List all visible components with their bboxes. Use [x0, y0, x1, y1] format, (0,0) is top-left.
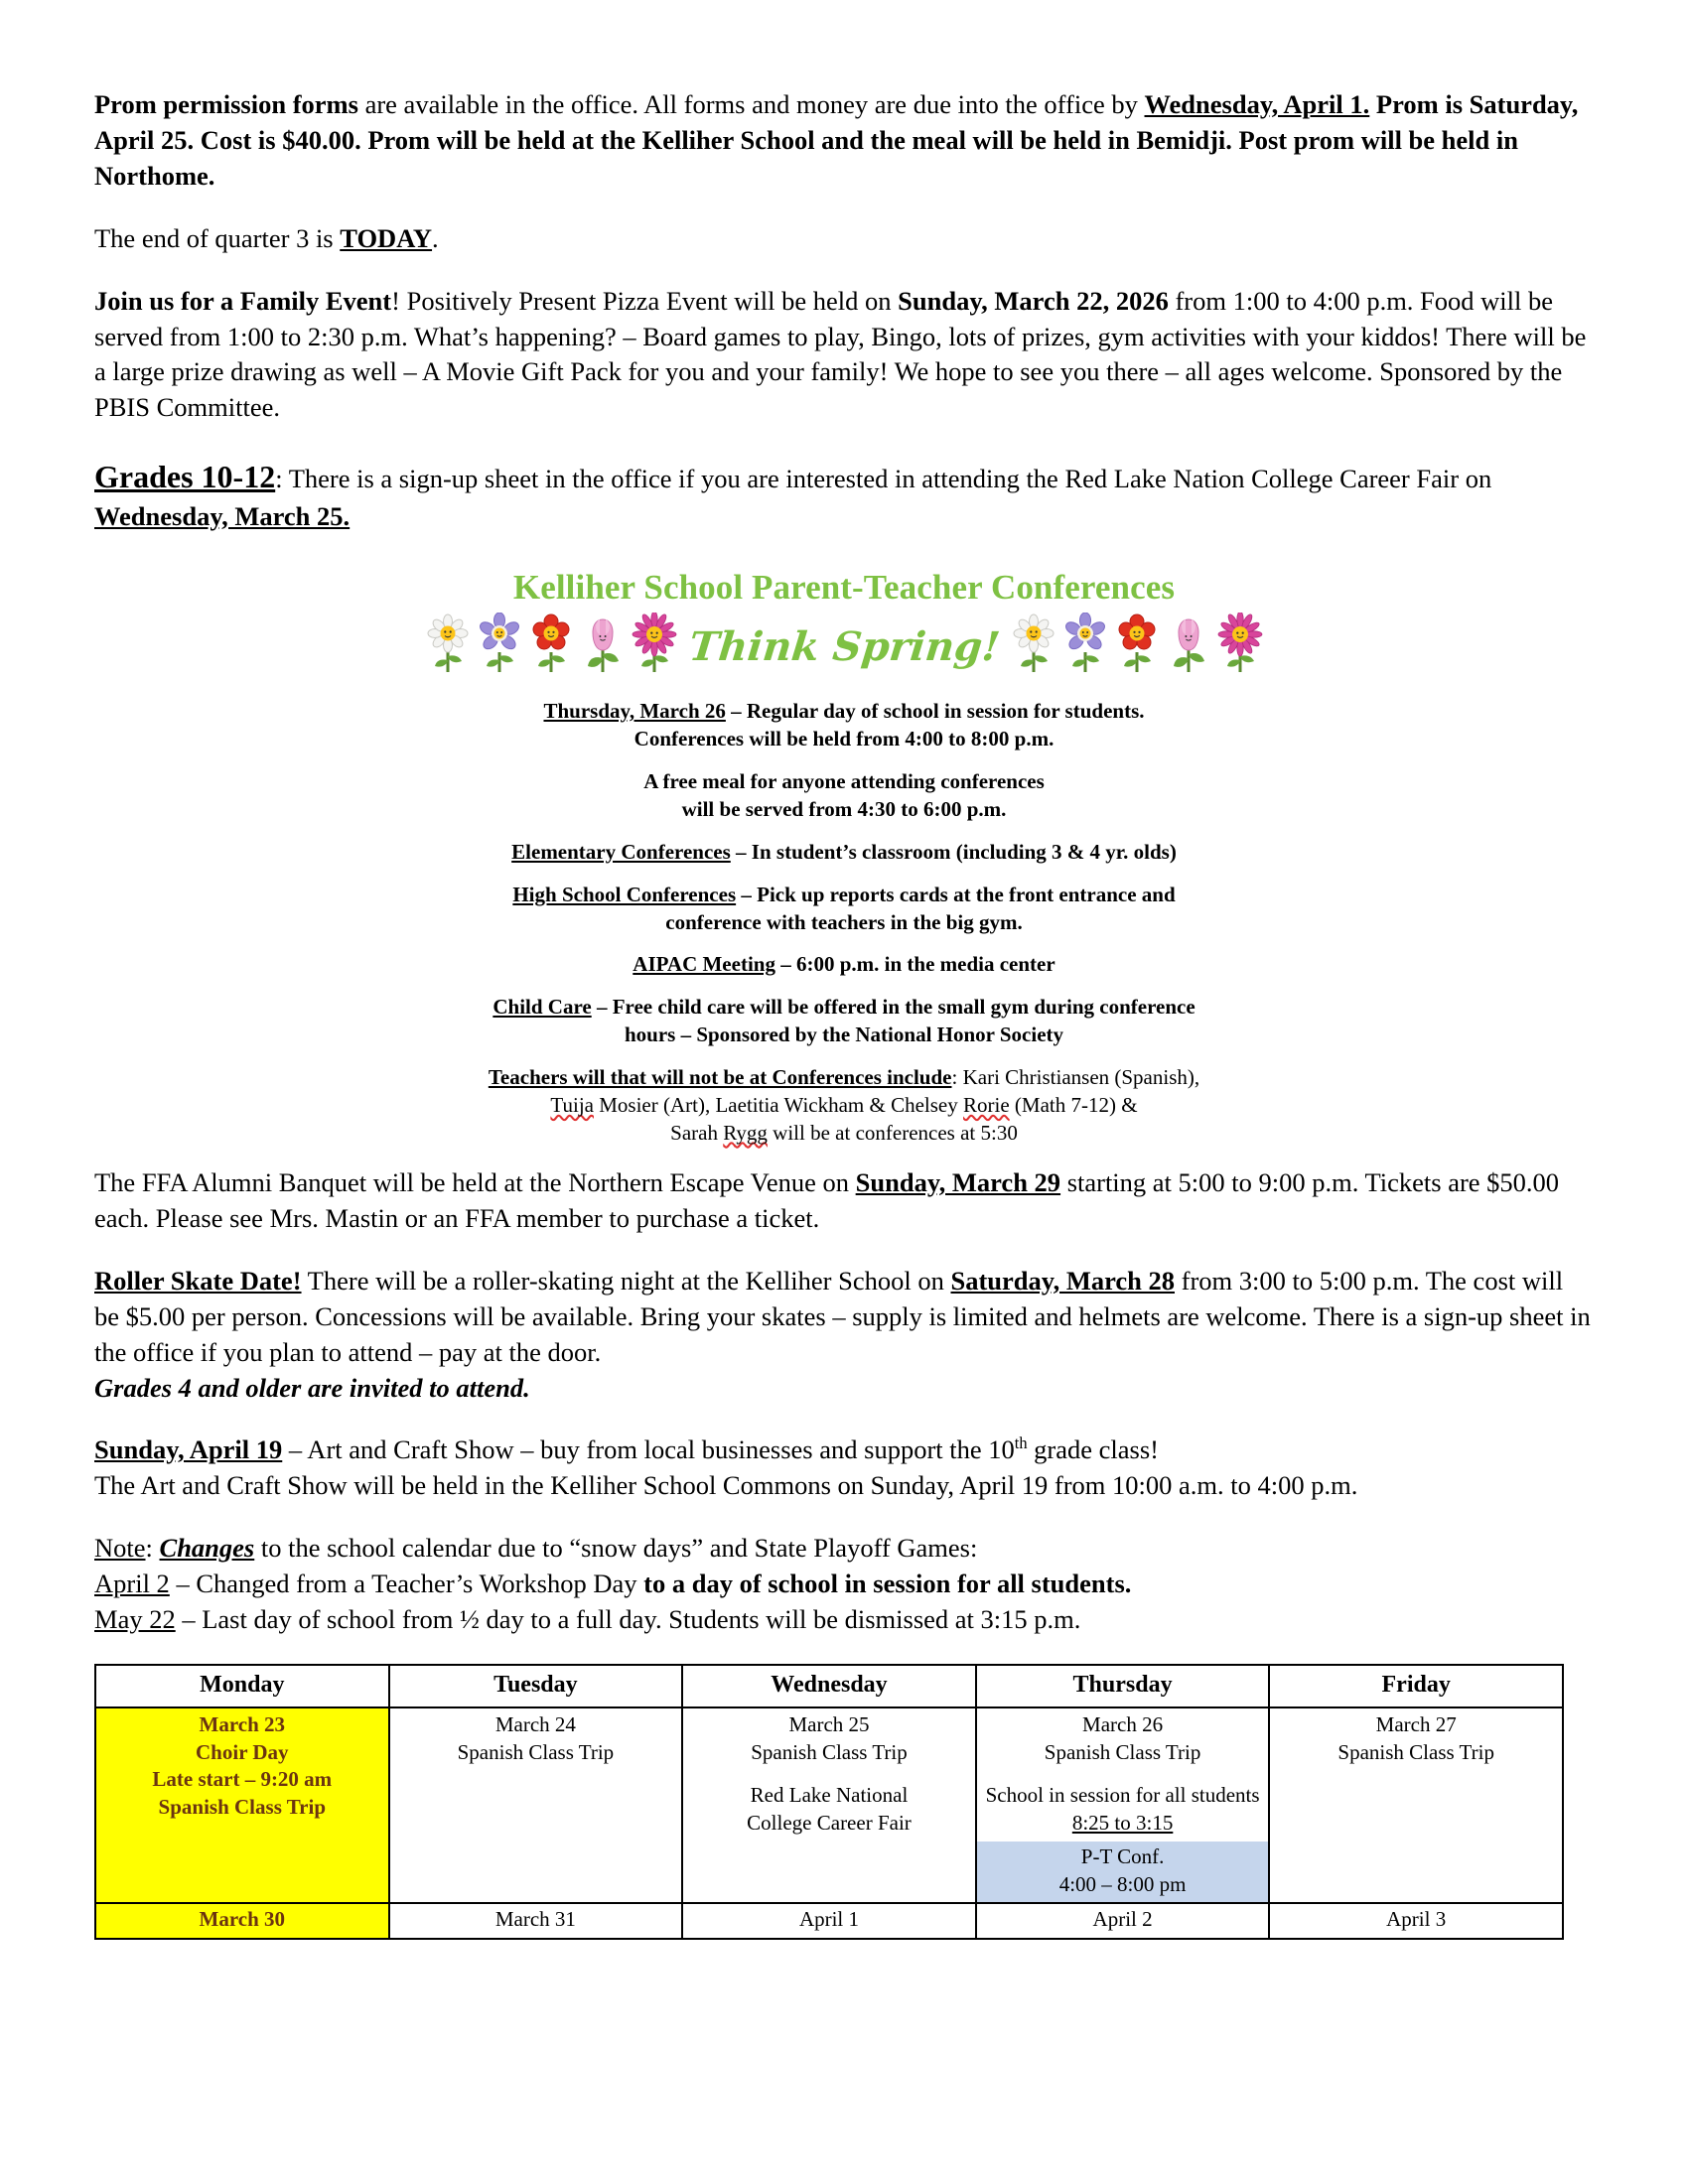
conference-line-rest: – In student’s classroom (including 3 & 4 yr. olds)	[730, 839, 1177, 864]
think-spring-script-text: Think Spring!	[686, 623, 1002, 671]
paragraph-quarter-end	[94, 221, 1594, 257]
conference-block-thursday	[94, 698, 1594, 753]
conference-line-rest: – 6:00 p.m. in the media center	[774, 952, 1055, 977]
cell-line: March 26	[1082, 1711, 1164, 1736]
tulip-pink-icon	[1166, 613, 1211, 674]
school-session-text: School in session for all students	[985, 1783, 1260, 1808]
paragraph-art-craft-details: The Art and Craft Show will be held in the Kelliher School Commons on Sunday, April 19 from 10:00 a.m. to 4:00 p.m.	[94, 1470, 1358, 1501]
grades-heading: Grades 10-12	[94, 459, 276, 495]
conference-line: hours – Sponsored by the National Honor Society	[624, 1023, 1064, 1047]
calendar-cell-tuesday-march-24	[389, 1707, 683, 1903]
conference-line: conference with teachers in the big gym.	[665, 909, 1023, 934]
paragraph-family-event	[94, 284, 1594, 427]
conference-line-underlined: High School Conferences	[512, 882, 737, 906]
grades-text-1: : There is a sign-up sheet in the office if you are interested in attending the Red Lake Nation College Career Fair on	[275, 464, 1492, 494]
spellcheck-word-tuija: Tuija	[550, 1093, 594, 1118]
cell-line: College Career Fair	[747, 1811, 912, 1836]
cell-line: Spanish Class Trip	[1337, 1739, 1494, 1764]
calendar-cell-thursday-march-26	[976, 1707, 1270, 1903]
conference-block-teachers-absent	[94, 1064, 1594, 1148]
paragraph-prom	[94, 87, 1594, 195]
conference-line: Conferences will be held from 4:00 to 8:00 p.m.	[633, 726, 1055, 751]
parent-teacher-conference-flyer	[94, 569, 1594, 1148]
conference-block-elementary	[94, 839, 1594, 867]
flyer-title: Kelliher School Parent-Teacher Conferences	[512, 567, 1176, 607]
grades-date: Wednesday, March 25.	[94, 500, 351, 531]
art-craft-superscript: th	[1014, 1433, 1028, 1453]
paragraph-art-craft-show	[94, 1433, 1594, 1468]
paragraph-note-heading	[94, 1531, 1594, 1567]
conference-block-meal	[94, 768, 1594, 824]
family-event-date: Sunday, March 22, 2026	[898, 285, 1169, 316]
table-row	[95, 1903, 1563, 1939]
spacer	[94, 1237, 1594, 1264]
conference-line: A free meal for anyone attending conferences	[643, 768, 1045, 793]
daisy-white-icon	[425, 613, 471, 674]
cell-line: 4:00 – 8:00 pm	[1058, 1871, 1187, 1896]
roller-skate-text-2: from 3:00 to 5:00 p.m. The cost will be $5.00 per person. Concessions will be available. Bring your skates – supply is limited and helmets are welcome. There is a sign-up sheet in the office if you plan to attend – pay at the door.	[94, 1265, 1591, 1367]
calendar-cell-monday-march-30: March 30	[95, 1903, 389, 1939]
conference-line	[94, 994, 1594, 1022]
teachers-absent-line-2	[94, 1092, 1594, 1120]
parent-teacher-conference-highlight	[977, 1842, 1269, 1902]
cell-line: Spanish Class Trip	[751, 1739, 908, 1764]
roller-skate-italic-note: Grades 4 and older are invited to attend.	[94, 1372, 530, 1403]
cell-line: Choir Day	[196, 1739, 289, 1764]
ffa-text-1: The FFA Alumni Banquet will be held at the Northern Escape Venue on	[94, 1167, 856, 1197]
quarter-text-before: The end of quarter 3 is	[94, 222, 341, 253]
paragraph-grades-10-12	[94, 456, 1594, 534]
daisy-white-icon	[1011, 613, 1056, 674]
family-event-text-2: from 1:00 to 4:00 p.m. Food will be served from 1:00 to 2:30 p.m. What’s happening? – Board games to play, Bingo, lots of prizes, gym activities with your kiddos! There will be a large prize drawing as well – A Movie Gift Pack for you and your family! We hope to see you there – all ages welcome. Sponsored by the PBIS Committee.	[94, 285, 1587, 423]
conference-line-underlined: Thursday, March 26	[543, 699, 726, 724]
calendar-cell-wednesday-april-1: April 1	[682, 1903, 976, 1939]
tulip-pink-icon	[580, 613, 626, 674]
conference-line: will be served from 4:30 to 6:00 p.m.	[681, 796, 1007, 821]
cell-line: Spanish Class Trip	[457, 1739, 615, 1764]
prom-due-date: Wednesday, April 1.	[1144, 89, 1370, 119]
art-craft-text-2: grade class!	[1027, 1434, 1159, 1465]
conference-line	[94, 882, 1594, 909]
table-header-row	[95, 1665, 1563, 1707]
cell-line: Red Lake National	[750, 1783, 909, 1808]
column-header-thursday: Thursday	[976, 1665, 1270, 1707]
flower-red-icon	[1114, 613, 1160, 674]
conference-line-rest: – Pick up reports cards at the front entrance and	[736, 882, 1176, 906]
prom-lead: Prom permission forms	[94, 89, 358, 119]
flower-magenta-icon	[1217, 613, 1263, 674]
conference-line-underlined: AIPAC Meeting	[633, 952, 775, 977]
cell-spacer	[687, 1766, 971, 1782]
spellcheck-word-rygg: Rygg	[723, 1121, 768, 1146]
spacer	[94, 1504, 1594, 1531]
note-april-2-text-bold: to a day of school in session for all students.	[643, 1569, 1132, 1599]
spacer	[94, 257, 1594, 284]
conference-line-rest: – Free child care will be offered in the small gym during conference	[591, 995, 1196, 1020]
art-craft-text-1: – Art and Craft Show – buy from local businesses and support the 10	[282, 1434, 1015, 1465]
cell-line: Spanish Class Trip	[1044, 1739, 1201, 1764]
flower-decoration-row	[94, 609, 1594, 674]
teachers-absent-line-3	[94, 1120, 1594, 1148]
note-may-22-text: – Last day of school from ½ day to a full day. Students will be dismissed at 3:15 p.m.	[175, 1604, 1081, 1635]
teachers-absent-heading: Teachers will that will not be at Conferences include	[488, 1065, 952, 1090]
school-calendar-table	[94, 1664, 1564, 1940]
conference-line-underlined: Child Care	[492, 995, 592, 1020]
ffa-text-2: starting at 5:00 to 9:00 p.m. Tickets are $50.00 each. Please see Mrs. Mastin or an FFA member to purchase a ticket.	[94, 1167, 1560, 1233]
conference-block-aipac	[94, 951, 1594, 979]
teachers-absent-line-1	[94, 1064, 1594, 1092]
calendar-cell-tuesday-march-31: March 31	[389, 1903, 683, 1939]
column-header-tuesday: Tuesday	[389, 1665, 683, 1707]
flower-purple-icon	[477, 613, 522, 674]
cell-line: Spanish Class Trip	[158, 1795, 327, 1820]
teachers-absent-text-4: Sarah	[670, 1121, 724, 1146]
column-header-friday: Friday	[1269, 1665, 1563, 1707]
cell-line: March 23	[199, 1711, 286, 1736]
spacer	[94, 426, 1594, 456]
flower-red-icon	[528, 613, 574, 674]
conference-block-high-school	[94, 882, 1594, 937]
school-session-hours: 8:25 to 3:15	[1071, 1811, 1174, 1836]
note-label: Note	[94, 1533, 146, 1564]
calendar-cell-wednesday-march-25	[682, 1707, 976, 1903]
note-text: to the school calendar due to “snow days” and State Playoff Games:	[254, 1533, 978, 1564]
quarter-emphasis: TODAY	[340, 222, 433, 253]
prom-text-2: Prom is Saturday, April 25. Cost is $40.00. Prom will be held at the Kelliher School and the meal will be held in Bemidji. Post prom will be held in Northome.	[94, 89, 1579, 191]
cell-line-school-session	[981, 1782, 1265, 1837]
note-may-22-date: May 22	[94, 1604, 176, 1635]
calendar-cell-thursday-april-2: April 2	[976, 1903, 1270, 1939]
cell-line: March 24	[494, 1711, 576, 1736]
table-row	[95, 1707, 1563, 1903]
conference-line	[94, 698, 1594, 726]
note-april-2-text-plain: – Changed from a Teacher’s Workshop Day	[169, 1569, 644, 1599]
prom-text-1: are available in the office. All forms and money are due into the office by	[357, 89, 1145, 119]
conference-line	[94, 951, 1594, 979]
calendar-cell-friday-april-3: April 3	[1269, 1903, 1563, 1939]
teachers-absent-text-2: Mosier (Art), Laetitia Wickham & Chelsey	[594, 1093, 964, 1118]
note-changes-emphasis: Changes	[159, 1533, 255, 1564]
teachers-absent-text-3: (Math 7-12) &	[1009, 1093, 1138, 1118]
flower-magenta-icon	[632, 613, 677, 674]
column-header-wednesday: Wednesday	[682, 1665, 976, 1707]
teachers-absent-text-1: : Kari Christiansen (Spanish),	[951, 1065, 1200, 1090]
conference-block-child-care	[94, 994, 1594, 1049]
paragraph-roller-skate	[94, 1264, 1594, 1371]
family-event-text-1: ! Positively Present Pizza Event will be held on	[391, 285, 899, 316]
teachers-absent-text-5: will be at conferences at 5:30	[767, 1121, 1018, 1146]
paragraph-note-april-2	[94, 1567, 1594, 1602]
family-event-lead: Join us for a Family Event	[94, 285, 392, 316]
note-colon: :	[145, 1533, 160, 1564]
paragraph-ffa-banquet	[94, 1165, 1594, 1237]
note-april-2-date: April 2	[94, 1569, 170, 1599]
flower-purple-icon	[1062, 613, 1108, 674]
roller-skate-heading: Roller Skate Date!	[94, 1265, 302, 1296]
column-header-monday: Monday	[95, 1665, 389, 1707]
cell-line: P-T Conf.	[1080, 1843, 1165, 1868]
cell-line: March 25	[788, 1711, 870, 1736]
roller-skate-date: Saturday, March 28	[950, 1265, 1175, 1296]
calendar-cell-friday-march-27	[1269, 1707, 1563, 1903]
spacer	[94, 1406, 1594, 1433]
conference-line	[94, 839, 1594, 867]
cell-line: Late start – 9:20 am	[152, 1767, 333, 1792]
conference-line-rest: – Regular day of school in session for students.	[725, 699, 1145, 724]
spacer	[94, 195, 1594, 221]
spellcheck-word-rorie: Rorie	[963, 1093, 1010, 1118]
cell-line: March 27	[1375, 1711, 1457, 1736]
quarter-text-after: .	[432, 222, 439, 253]
calendar-table-wrapper	[94, 1664, 1594, 1940]
art-craft-date-heading: Sunday, April 19	[94, 1434, 283, 1465]
cell-spacer	[981, 1766, 1265, 1782]
paragraph-note-may-22	[94, 1602, 1594, 1638]
calendar-cell-monday-march-23	[95, 1707, 389, 1903]
roller-skate-text-1: There will be a roller-skating night at the Kelliher School on	[301, 1265, 951, 1296]
document-content	[94, 87, 1594, 1940]
conference-line-underlined: Elementary Conferences	[511, 839, 731, 864]
ffa-date: Sunday, March 29	[855, 1167, 1061, 1197]
conference-details	[94, 698, 1594, 1148]
